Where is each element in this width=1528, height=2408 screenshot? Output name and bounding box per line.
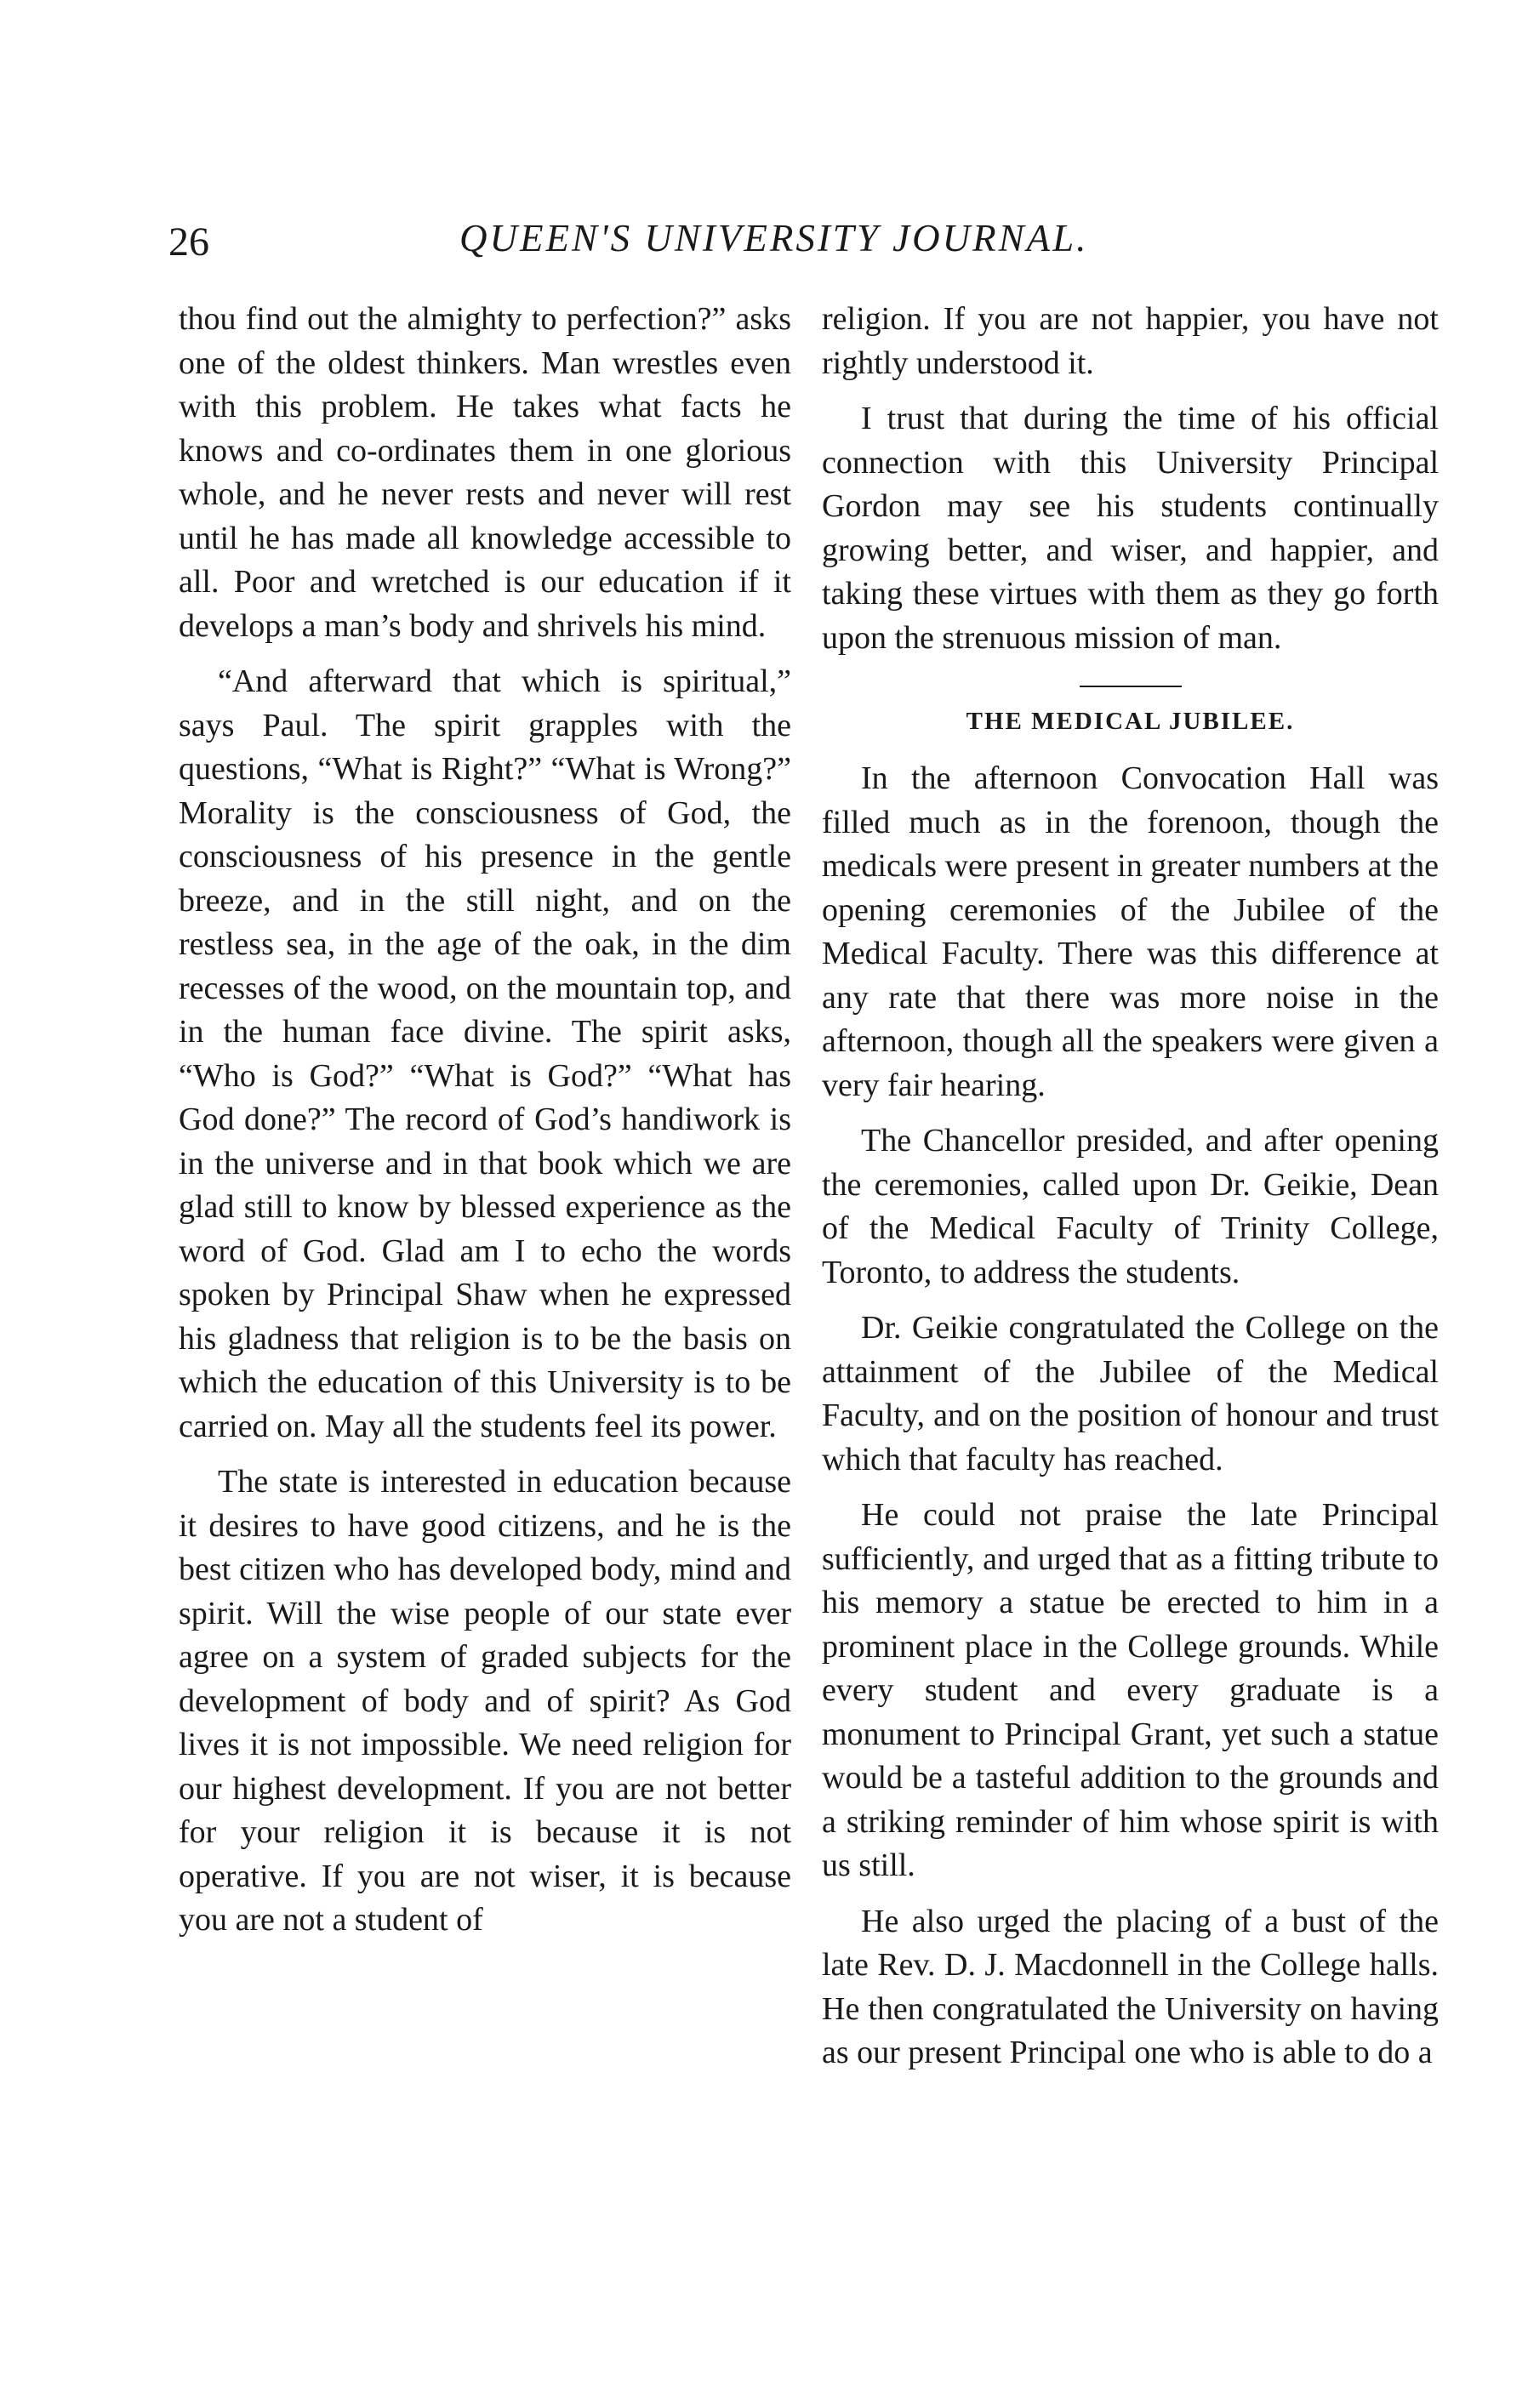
paragraph: religion. If you are not happier, you have not rightly understood it. [822, 301, 1439, 381]
paragraph: The state is interested in education because it desires to have good citizens, and he is the best citizen who has developed body, mind and spirit. Will the wise people of our state ever agree on a system of graded subjects for the development of body and of spirit? As God lives it is not impossible. We need religion for our highest development. If you are not better for your religion it is because it is not operative. If you are not wiser, it is because you are not a student of [179, 1464, 791, 1938]
paragraph: The Chancellor presided, and after opening the ceremonies, called upon Dr. Geikie, Dean of the Medical Faculty of Trinity College, Toronto, to address the students. [822, 1123, 1439, 1290]
paragraph: In the afternoon Convocation Hall was filled much as in the forenoon, though the medicals were present in greater numbers at the opening ceremonies of the Jubilee of the Medical Faculty. There was this difference at any rate that there was more noise in the afternoon, though all the speakers were given a very fair hearing. [822, 760, 1439, 1103]
running-title: QUEEN'S UNIVERSITY JOURNAL. [459, 217, 1089, 259]
paragraph: He also urged the placing of a bust of the late Rev. D. J. Macdonnell in the College halls. He then congratulated the University on having as our present Principal one who is able to do a [822, 1903, 1439, 2070]
section-heading: THE MEDICAL JUBILEE. [966, 708, 1295, 735]
paragraph: Dr. Geikie congratulated the College on the attainment of the Jubilee of the Medical Faculty, and on the position of honour and trust which that faculty has reached. [822, 1310, 1439, 1477]
right-column [822, 298, 1439, 2087]
page-number: 26 [168, 219, 209, 265]
paragraph: I trust that during the time of his official connection with this University Principal Gordon may see his students continually growing better, and wiser, and happier, and taking these virtues with them as they go forth upon the strenuous mission of man. [822, 401, 1439, 656]
paragraph: “And afterward that which is spiritual,” says Paul. The spirit grapples with the questions, “What is Right?” “What is Wrong?” Morality is the consciousness of God, the consciousness of his presence in the gentle breeze, and in the still night, and on the restless sea, in the age of the oak, in the dim recesses of the wood, on the mountain top, and in the human face divine. The spirit asks, “Who is God?” “What is God?” “What has God done?” The record of God’s handiwork is in the universe and in that book which we are glad still to know by blessed experience as the word of God. Glad am I to echo the words spoken by Principal Shaw when he expressed his gladness that religion is to be the basis on which the education of this University is to be carried on. May all the students feel its power. [179, 663, 791, 1444]
left-column [179, 298, 791, 1955]
section-divider [1080, 686, 1182, 687]
paragraph: thou find out the almighty to perfection?” asks one of the oldest thinkers. Man wrestles even with this problem. He takes what facts he knows and co-ordinates them in one glorious whole, and he never rests and never will rest until he has made all knowledge accessible to all. Poor and wretched is our education if it develops a man’s body and shrivels his mind. [179, 301, 791, 644]
paragraph: He could not praise the late Principal sufficiently, and urged that as a fitting tribute to his memory a statue be erected to him in a prominent place in the College grounds. While every student and every graduate is a monument to Principal Grant, yet such a statue would be a tasteful addition to the grounds and a striking reminder of him whose spirit is with us still. [822, 1497, 1439, 1883]
